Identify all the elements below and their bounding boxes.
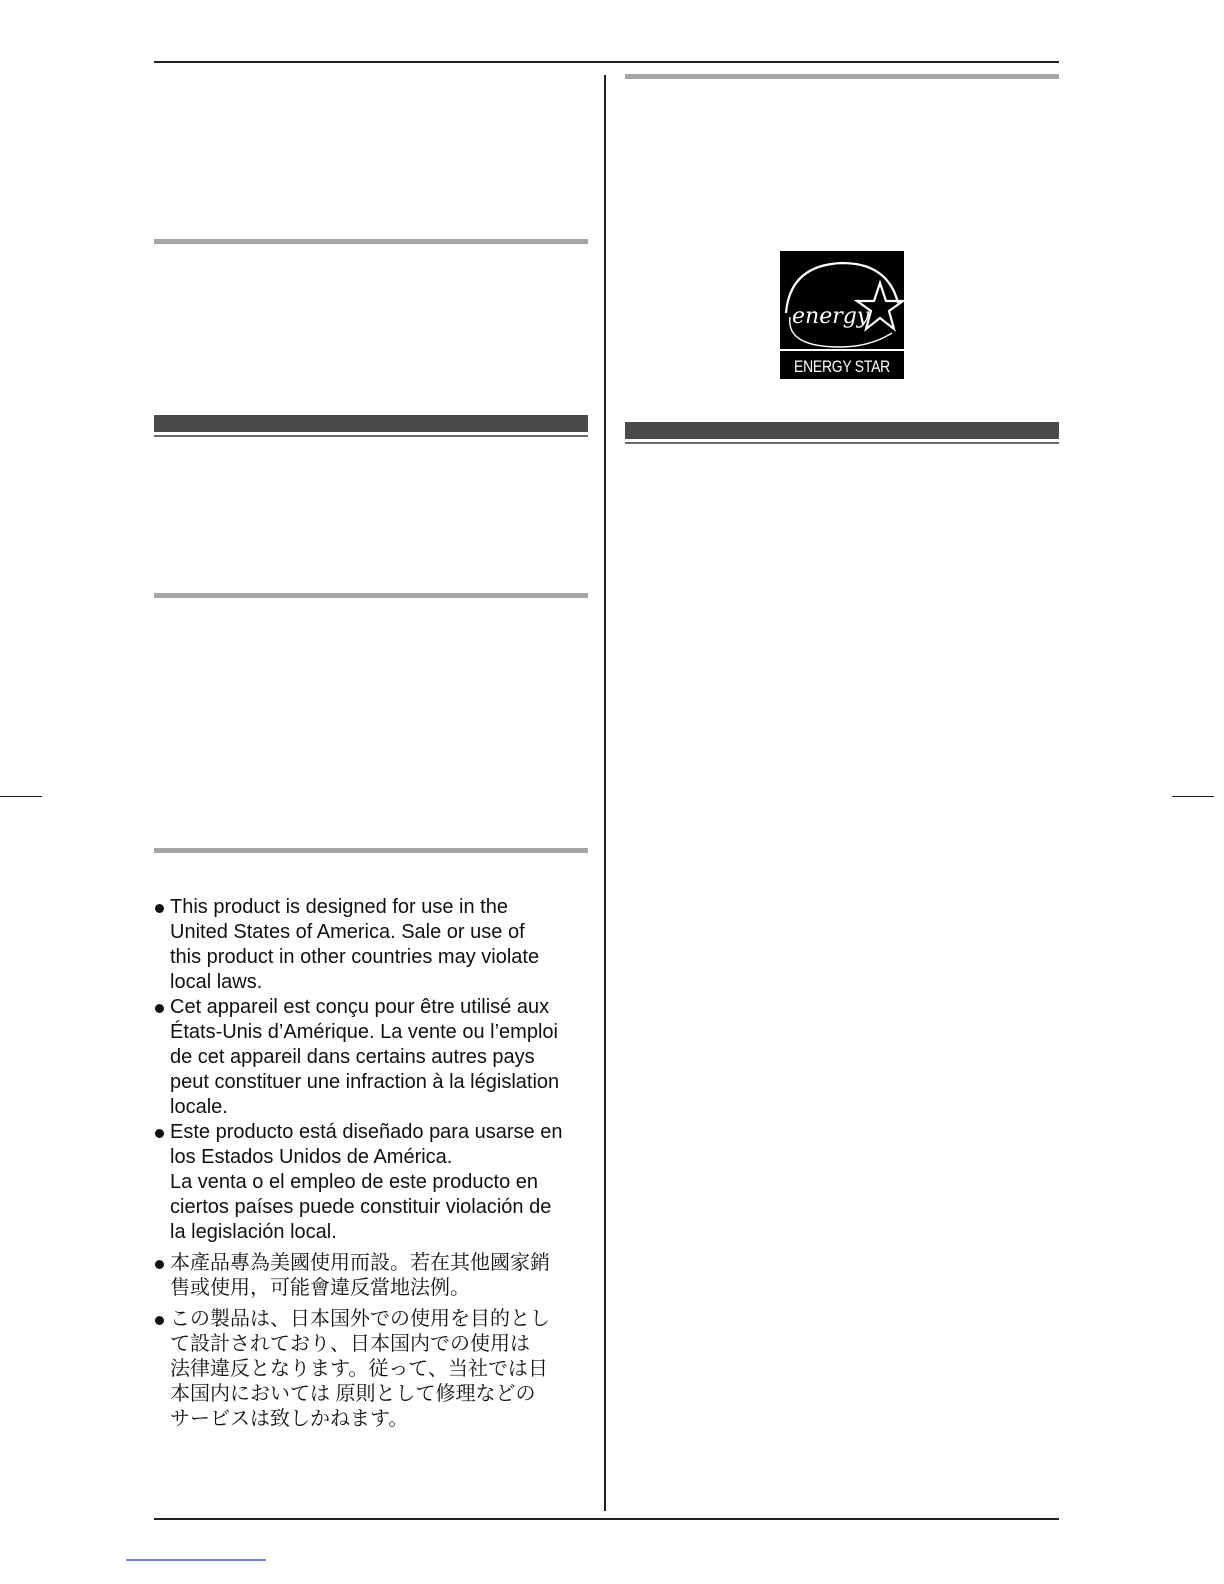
energy-star-logo (780, 251, 904, 379)
bullet-icon (155, 1004, 164, 1013)
bottom-page-rule (154, 1518, 1059, 1520)
notice-text: This product is designed for use in the United States of America. Sale or use of this product in other countries may violate local laws. (170, 896, 540, 993)
left-heading-band (154, 415, 588, 432)
notice-spanish (155, 1120, 595, 1245)
notice-french (155, 995, 595, 1120)
right-section-rule-1 (625, 74, 1059, 79)
right-heading-band (625, 422, 1059, 439)
notice-text: Este producto está diseñado para usarse en los Estados Unidos de América. La venta o el empleo de este producto en ciertos países puede constituir violación de la legislación local. (170, 1121, 563, 1243)
bullet-icon (155, 1129, 164, 1138)
bullet-icon (155, 1260, 164, 1269)
left-section-rule-3 (154, 848, 588, 853)
notice-english (155, 895, 595, 995)
left-heading-band-underline (154, 435, 588, 437)
bullet-icon (155, 904, 164, 913)
right-heading-band-underline (625, 442, 1059, 444)
notice-text: Cet appareil est conçu pour être utilisé aux États-Unis d’Amérique. La vente ou l’emploi de cet appareil dans certains autres pays peut constituer une infraction à la législation locale. (170, 996, 560, 1118)
energy-script-text: energy (792, 304, 870, 329)
bullet-icon (155, 1316, 164, 1325)
left-section-rule-1 (154, 239, 588, 244)
column-divider (604, 75, 606, 1511)
top-page-rule (154, 61, 1059, 63)
link-underline (126, 1559, 266, 1561)
left-crop-mark (0, 796, 42, 797)
notice-japanese (155, 1307, 595, 1432)
energy-star-caption: ENERGY STAR (794, 357, 890, 376)
notice-chinese (155, 1251, 595, 1301)
notice-text: この製品は、日本国外での使用を目的とし て設計されており、日本国内での使用は 法律違反となります。従って、当社では日 本国内においては 原則として修理などの サービスは致しかねます。 (170, 1308, 550, 1430)
right-crop-mark (1172, 796, 1214, 797)
notice-text: 本產品專為美國使用而設。若在其他國家銷 售或使用，可能會違反當地法例。 (170, 1252, 550, 1299)
usage-notice-list (155, 895, 595, 1432)
left-section-rule-2 (154, 593, 588, 598)
